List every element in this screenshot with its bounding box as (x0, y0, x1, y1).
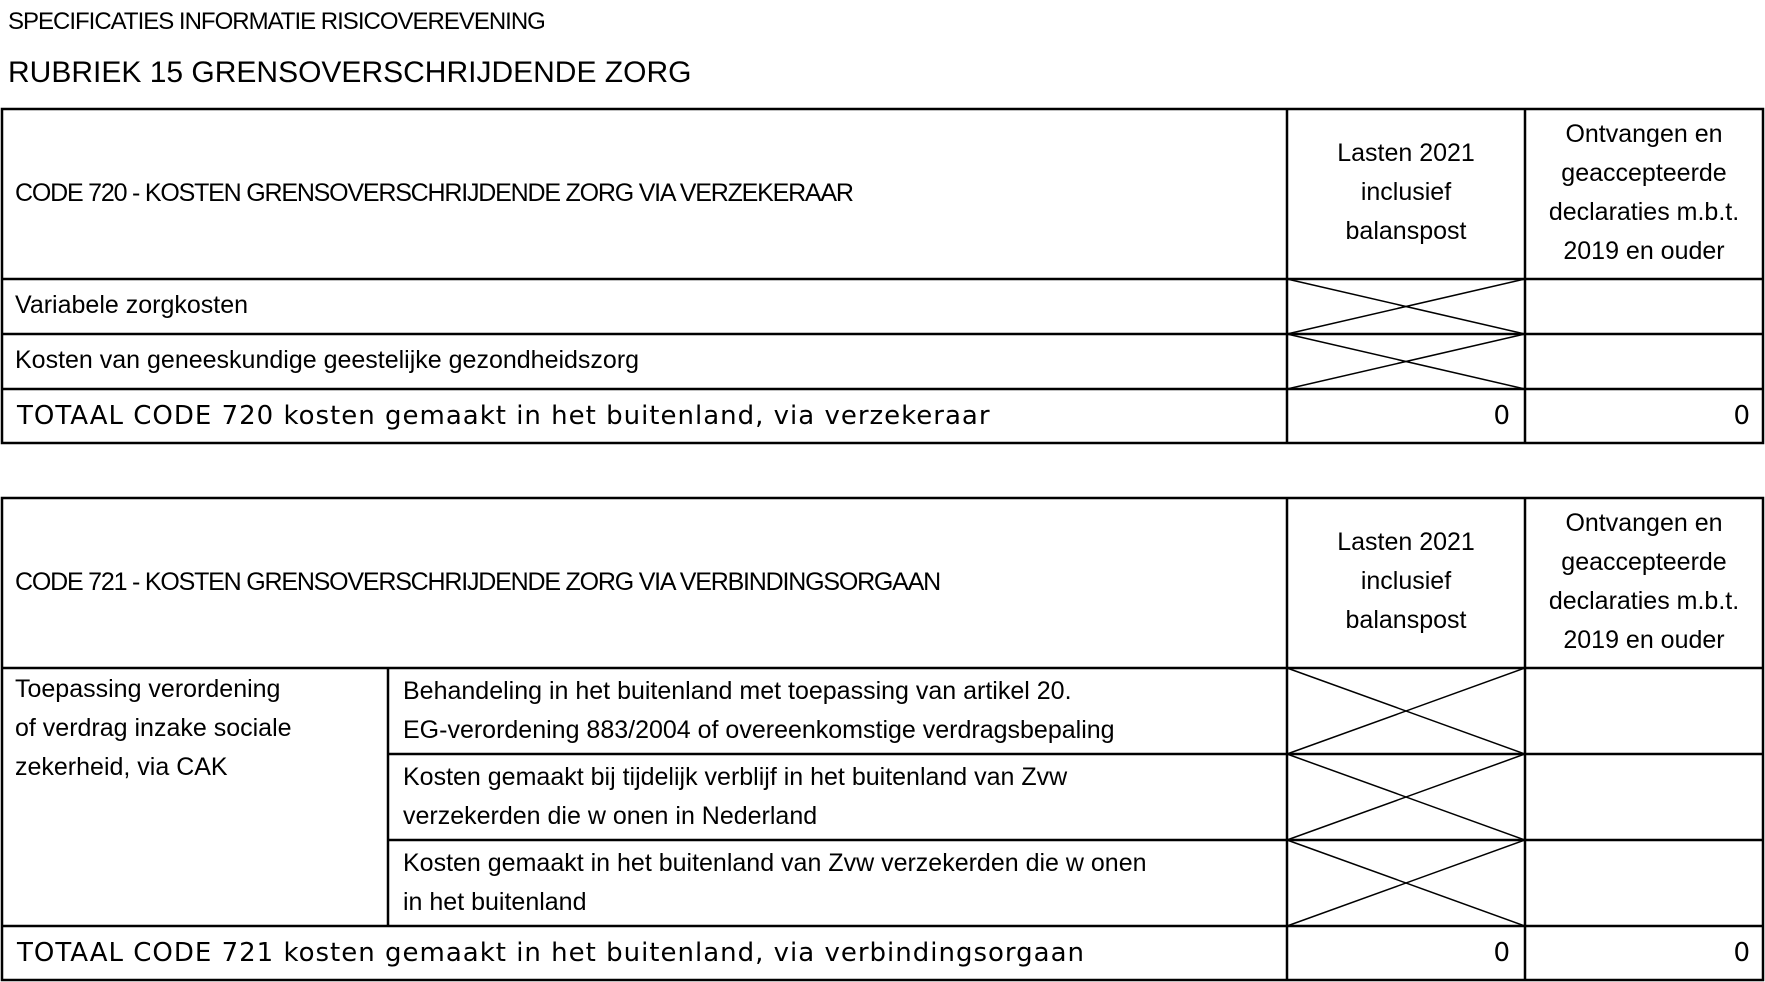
row-label-line: Kosten gemaakt bij tijdelijk verblijf in het buitenland van Zvw (403, 763, 1068, 791)
total-720-label: TOTAAL CODE 720 kosten gemaakt in het buitenland, via verzekeraar (17, 401, 991, 431)
row-label-tijdelijk-verblijf (403, 758, 1067, 836)
column-header-ontvangen (1525, 115, 1763, 271)
total-720-lasten-value: 0 (1493, 401, 1510, 431)
group-label-line: of verdrag inzake sociale (15, 714, 292, 742)
column-header-lasten-line: inclusief (1360, 567, 1452, 595)
column-header-ontvangen-line: Ontvangen en (1565, 509, 1723, 537)
row-label-line: Behandeling in het buitenland met toepassing van artikel 20. (403, 677, 1072, 705)
code-721-heading: CODE 721 - KOSTEN GRENSOVERSCHRIJDENDE ZORG VIA VERBINDINGSORGAAN (15, 568, 940, 596)
total-721-label: TOTAAL CODE 721 kosten gemaakt in het buitenland, via verbindingsorgaan (17, 938, 1085, 968)
column-header-ontvangen-line: geaccepteerde (1561, 159, 1727, 187)
column-header-lasten (1287, 134, 1525, 251)
total-721-lasten-value: 0 (1493, 938, 1510, 968)
total-720-ontvangen-value: 0 (1733, 401, 1750, 431)
row-label-ggz-kosten: Kosten van geneeskundige geestelijke gezondheidszorg (15, 346, 640, 374)
row-label-line: in het buitenland (403, 888, 587, 916)
column-header-lasten-line: balanspost (1345, 606, 1467, 634)
column-header-lasten-line: balanspost (1345, 217, 1467, 245)
column-header-ontvangen (1525, 504, 1763, 660)
group-label-line: zekerheid, via CAK (15, 753, 228, 781)
row-label-line: EG-verordening 883/2004 of overeenkomstige verdragsbepaling (403, 716, 1115, 744)
group-label-line: Toepassing verordening (15, 675, 281, 703)
row-label-line: verzekerden die w onen in Nederland (403, 802, 818, 830)
row-label-line: Kosten gemaakt in het buitenland van Zvw verzekerden die w onen (403, 849, 1147, 877)
column-header-ontvangen-line: declaraties m.b.t. (1548, 198, 1740, 226)
report-header: SPECIFICATIES INFORMATIE RISICOVEREVENING (8, 8, 545, 35)
total-721-ontvangen-value: 0 (1733, 938, 1750, 968)
row-label-variabele-zorgkosten: Variabele zorgkosten (15, 291, 249, 319)
group-label-cak (15, 670, 292, 787)
section-title: RUBRIEK 15 GRENSOVERSCHRIJDENDE ZORG (8, 56, 692, 89)
column-header-lasten-line: Lasten 2021 (1337, 139, 1475, 167)
column-header-lasten (1287, 523, 1525, 640)
row-label-wonen-buitenland (403, 844, 1147, 922)
column-header-lasten-line: inclusief (1360, 178, 1452, 206)
column-header-ontvangen-line: geaccepteerde (1561, 548, 1727, 576)
column-header-ontvangen-line: 2019 en ouder (1563, 626, 1725, 654)
column-header-ontvangen-line: 2019 en ouder (1563, 237, 1725, 265)
code-720-heading: CODE 720 - KOSTEN GRENSOVERSCHRIJDENDE ZORG VIA VERZEKERAAR (15, 179, 853, 207)
column-header-ontvangen-line: declaraties m.b.t. (1548, 587, 1740, 615)
column-header-lasten-line: Lasten 2021 (1337, 528, 1475, 556)
column-header-ontvangen-line: Ontvangen en (1565, 120, 1723, 148)
row-label-behandeling-artikel-20 (403, 672, 1115, 750)
